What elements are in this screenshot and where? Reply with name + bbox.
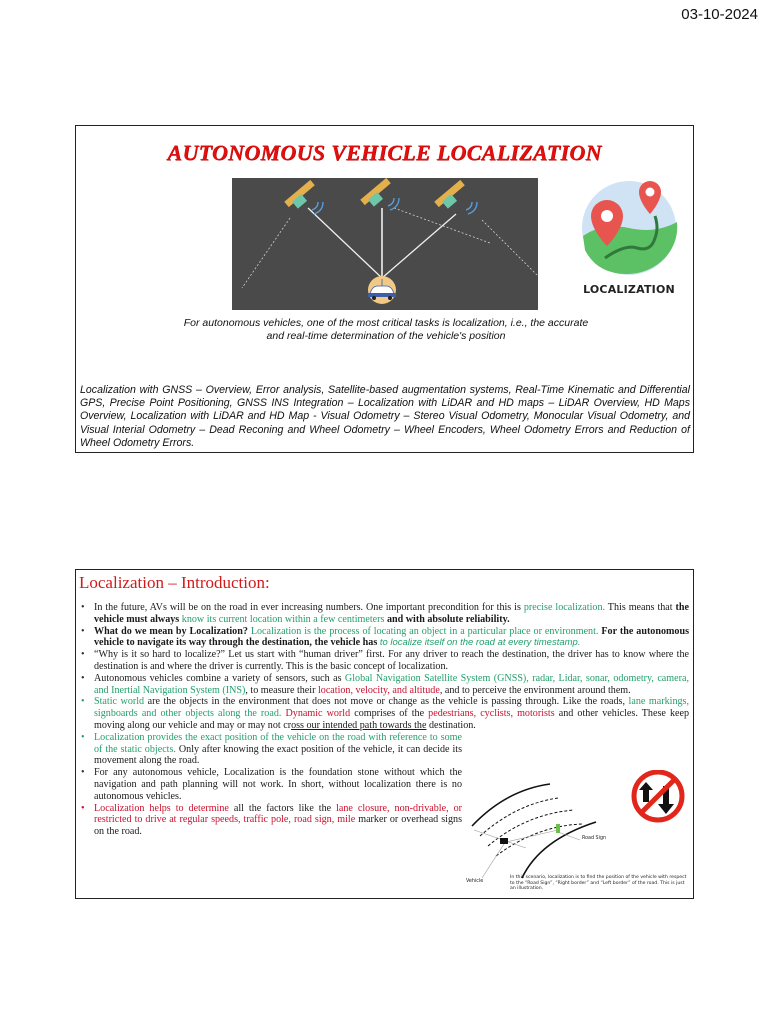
slide-course-overview xyxy=(75,125,694,453)
bullet-item: • Static world are the objects in the environment that does not move or change as the vehicle is passing through. Like the roads, lane markings, signboards and other objects along the road. Dynamic world comprises of the pedestrians, cyclists, motorists and other vehicles. These keep moving along our vehicle and may or may not cross our intended path towards the destination. xyxy=(79,696,689,731)
course-topics: Localization with GNSS – Overview, Error analysis, Satellite-based augmentation systems, Real-Time Kinematic and Differential GPS, Precise Point Positioning, GNSS INS Integration – Localization with LiDAR and HD maps – LiDAR Overview, HD Maps Overview, Localization with LiDAR and HD Map - Visual Odometry – Stereo Visual Odometry, Monocular Visual Odometry, and Visual Interial Odometry – Dead Reconing and Wheel Odometry – Wheel Encoders, Wheel Odometry Errors and Reduction of Wheel Odometry Errors. xyxy=(80,384,690,449)
map-pins-icon xyxy=(575,178,683,276)
page-date: 03-10-2024 xyxy=(681,6,758,23)
vehicle-label: Vehicle xyxy=(466,879,484,884)
caption-line-1: For autonomous vehicles, one of the most critical tasks is localization, i.e., the accurate xyxy=(183,317,589,329)
illustration-caption: In this scenario, localization is to find the position of the vehicle with respect to the “Road Sign”, “Right border” and “Left border” of the road. This is just an illustration. xyxy=(510,875,687,892)
bullet-item: • In the future, AVs will be on the road in ever increasing numbers. One important precondition for this is precise localization. This means that the vehicle must always know its current location within a few centimeters and with absolute reliability. xyxy=(79,602,689,626)
bullet-item: • Autonomous vehicles combine a variety of sensors, such as Global Navigation Satellite System (GNSS), radar, Lidar, sonar, odometry, camera, and Inertial Navigation System (INS), to measure their location, velocity, and altitude, and to perceive the environment around them. xyxy=(79,673,689,697)
gnss-satellite-figure xyxy=(232,178,538,310)
bullet-item: • Localization provides the exact position of the vehicle on the road with reference to some of the static objects. Only after knowing the exact position of the vehicle, it can decide its movement along the road. xyxy=(79,732,462,767)
bullet-item: • For any autonomous vehicle, Localization is the foundation stone without which the navigation and path planning will not work. In short, without localization there is no autonomous vehicles. xyxy=(79,767,462,802)
bullet-item: • What do we mean by Localization? Localization is the process of locating an object in a particular place or environment. For the autonomous vehicle to navigate its way through the destination, the vehicle has to localize itself on the road at every timestamp. xyxy=(79,626,689,650)
slide-caption xyxy=(116,317,656,343)
car-icon xyxy=(368,276,396,304)
localization-badge xyxy=(573,178,685,296)
satellite-illustration xyxy=(232,178,538,310)
slide-introduction xyxy=(75,569,694,899)
no-two-way-traffic-sign-icon xyxy=(634,772,682,820)
bullet-item: • Localization helps to determine all the factors like the lane closure, non-drivable, or restricted to drive at regular speeds, traffic pole, road sign, mile marker or overhead signs on the road. xyxy=(79,803,462,838)
slide-title: Localization – Introduction: xyxy=(79,573,270,592)
vehicle-marker xyxy=(500,838,508,844)
road-sign-label: Road Sign xyxy=(582,836,607,841)
road-sign-marker xyxy=(556,824,560,833)
caption-line-2: and real-time determination of the vehicle's position xyxy=(266,330,506,342)
road-localization-illustration xyxy=(466,770,692,898)
slide-title: AUTONOMOUS VEHICLE LOCALIZATION xyxy=(167,140,602,165)
badge-label: LOCALIZATION xyxy=(583,283,675,296)
bullet-item: • “Why is it so hard to localize?” Let us start with “human driver” first. For any driver to reach the destination, the driver has to know where the destination is and where the driver is currently. This is the basic concept of localization. xyxy=(79,649,689,673)
